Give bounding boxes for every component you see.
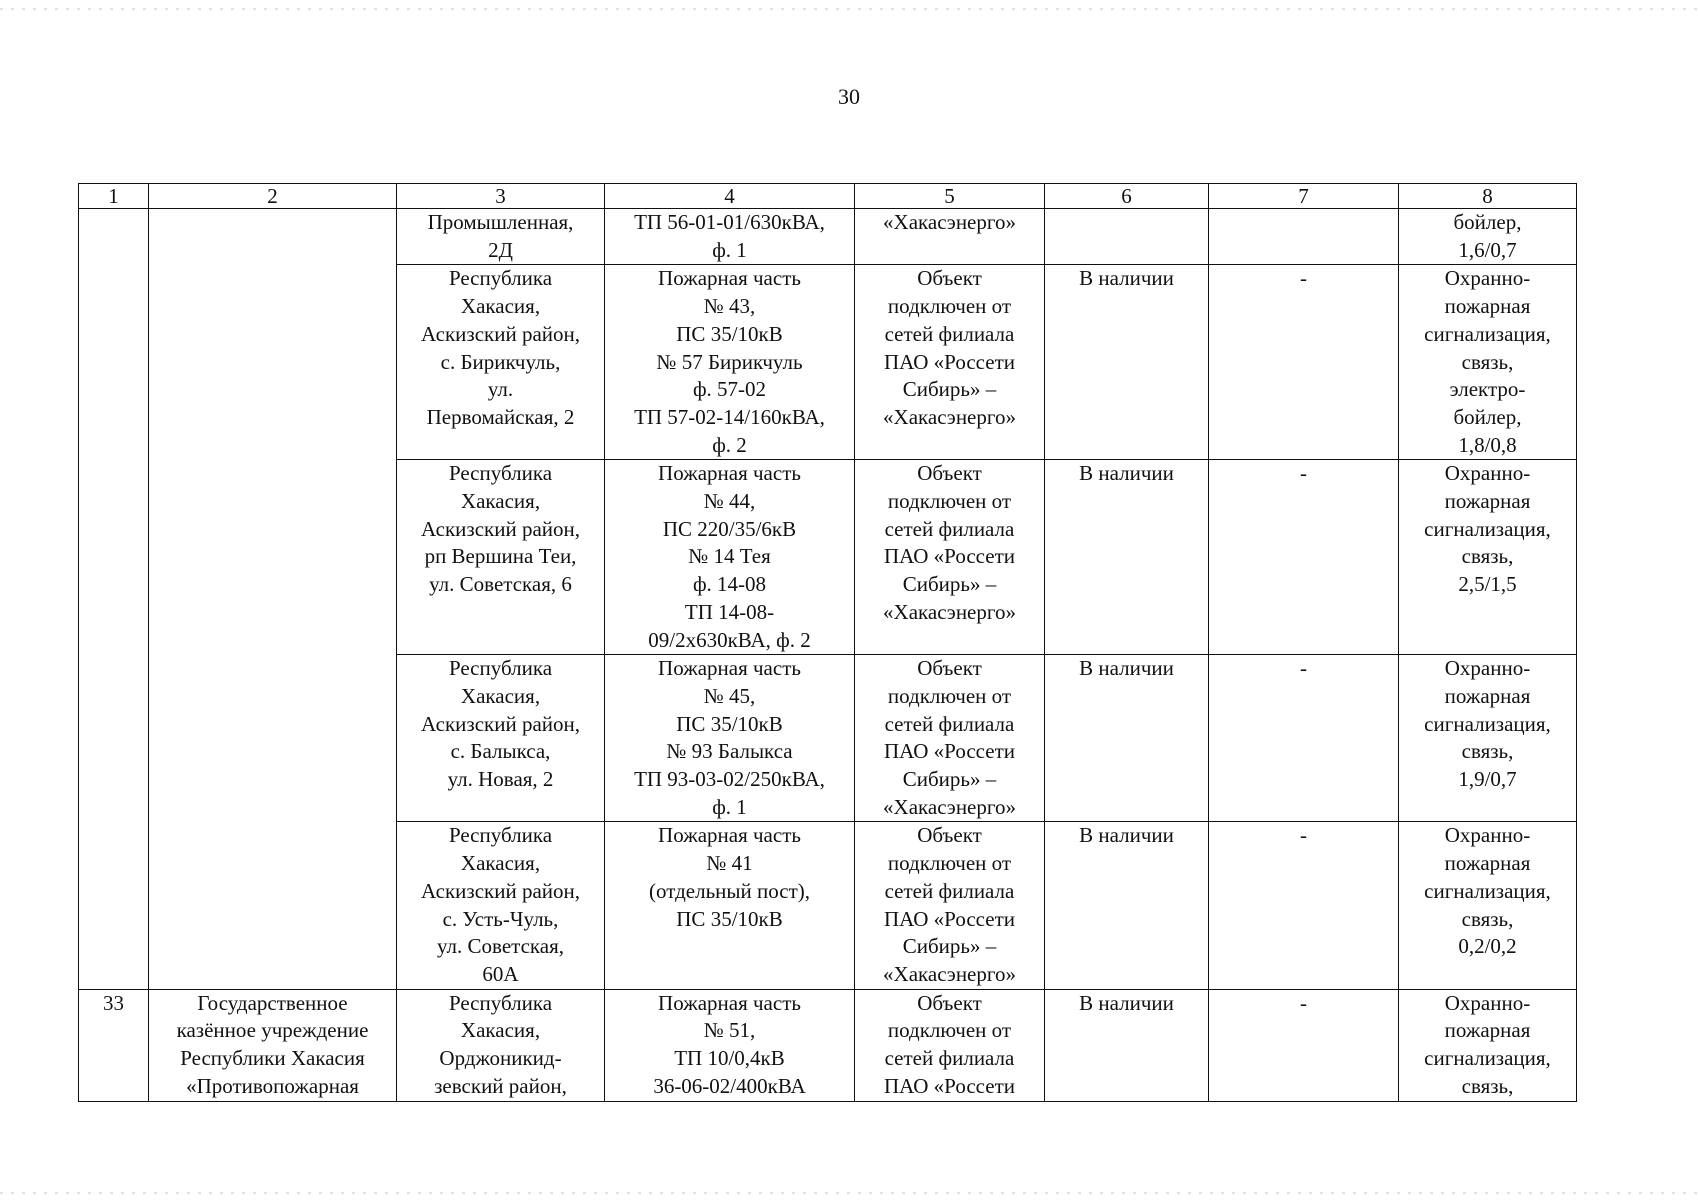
address-cell: Республика Хакасия, Орджоникид- зевский район, [397,989,605,1101]
availability-cell: В наличии [1045,265,1209,460]
power-source-cell: Объект подключен от сетей филиала ПАО «Россети [855,989,1045,1101]
power-source-cell: «Хакасэнерго» [855,209,1045,265]
table-header-row [79,184,1577,209]
col7-cell: - [1209,822,1399,989]
header-cell: 1 [79,184,149,209]
availability-cell: В наличии [1045,460,1209,655]
availability-cell: В наличии [1045,655,1209,822]
header-cell: 3 [397,184,605,209]
header-cell: 8 [1399,184,1577,209]
power-source-cell: Объект подключен от сетей филиала ПАО «Россети Сибирь» – «Хакасэнерго» [855,655,1045,822]
object-cell: Пожарная часть № 41 (отдельный пост), ПС 35/10кВ [605,822,855,989]
header-cell: 5 [855,184,1045,209]
equipment-cell: Охранно- пожарная сигнализация, связь, [1399,989,1577,1101]
address-cell: Промышленная, 2Д [397,209,605,265]
scan-noise-bottom [0,1192,1698,1194]
col7-cell: - [1209,655,1399,822]
equipment-cell: Охранно- пожарная сигнализация, связь, 2,5/1,5 [1399,460,1577,655]
address-cell: Республика Хакасия, Аскизский район, с. Бирикчуль, ул. Первомайская, 2 [397,265,605,460]
organization-cell-empty [149,209,397,990]
object-cell: Пожарная часть № 44, ПС 220/35/6кВ № 14 Тея ф. 14-08 ТП 14-08- 09/2х630кВА, ф. 2 [605,460,855,655]
availability-cell [1045,209,1209,265]
object-cell: Пожарная часть № 43, ПС 35/10кВ № 57 Бирикчуль ф. 57-02 ТП 57-02-14/160кВА, ф. 2 [605,265,855,460]
power-source-cell: Объект подключен от сетей филиала ПАО «Россети Сибирь» – «Хакасэнерго» [855,460,1045,655]
header-cell: 2 [149,184,397,209]
page-number: 30 [838,84,860,109]
col7-cell: - [1209,989,1399,1101]
header-cell: 4 [605,184,855,209]
scan-noise-top [0,8,1698,10]
equipment-cell: бойлер, 1,6/0,7 [1399,209,1577,265]
row-number-cell-empty [79,209,149,990]
col7-cell [1209,209,1399,265]
col7-cell: - [1209,460,1399,655]
data-table [78,183,1577,1102]
table-row-33 [79,989,1577,1101]
col7-cell: - [1209,265,1399,460]
object-cell: ТП 56-01-01/630кВА, ф. 1 [605,209,855,265]
table-row [79,209,1577,265]
object-cell: Пожарная часть № 51, ТП 10/0,4кВ 36-06-02/400кВА [605,989,855,1101]
header-cell: 7 [1209,184,1399,209]
equipment-cell: Охранно- пожарная сигнализация, связь, 1,9/0,7 [1399,655,1577,822]
equipment-cell: Охранно- пожарная сигнализация, связь, электро- бойлер, 1,8/0,8 [1399,265,1577,460]
organization-cell: Государственное казённое учреждение Республики Хакасия «Противопожарная [149,989,397,1101]
address-cell: Республика Хакасия, Аскизский район, рп Вершина Теи, ул. Советская, 6 [397,460,605,655]
address-cell: Республика Хакасия, Аскизский район, с. Усть-Чуль, ул. Советская, 60А [397,822,605,989]
equipment-cell: Охранно- пожарная сигнализация, связь, 0,2/0,2 [1399,822,1577,989]
object-cell: Пожарная часть № 45, ПС 35/10кВ № 93 Балыкса ТП 93-03-02/250кВА, ф. 1 [605,655,855,822]
row-number-cell: 33 [79,989,149,1101]
availability-cell: В наличии [1045,989,1209,1101]
availability-cell: В наличии [1045,822,1209,989]
power-source-cell: Объект подключен от сетей филиала ПАО «Россети Сибирь» – «Хакасэнерго» [855,265,1045,460]
header-cell: 6 [1045,184,1209,209]
address-cell: Республика Хакасия, Аскизский район, с. Балыкса, ул. Новая, 2 [397,655,605,822]
power-source-cell: Объект подключен от сетей филиала ПАО «Россети Сибирь» – «Хакасэнерго» [855,822,1045,989]
